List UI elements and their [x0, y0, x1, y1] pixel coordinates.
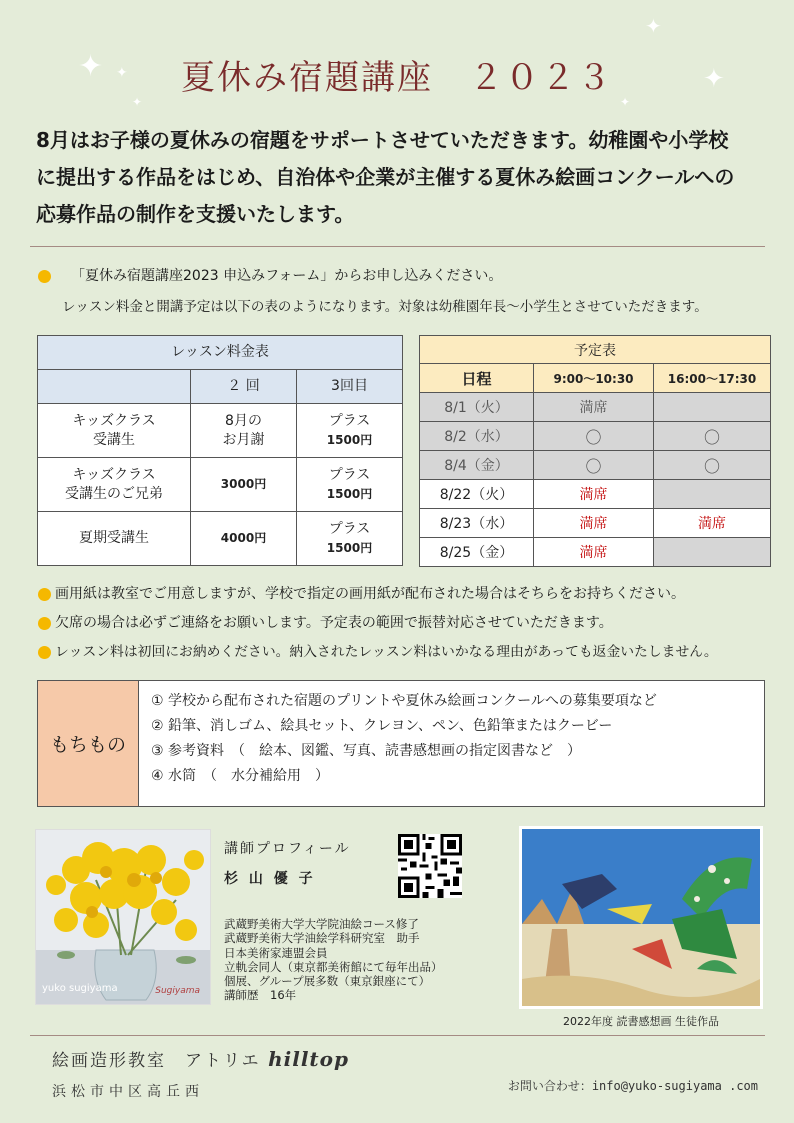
qr-code-icon[interactable] [398, 834, 462, 898]
school-address: 浜松市中区高丘西 [52, 1084, 204, 1100]
note-item: 欠席の場合は必ずご連絡をお願いします。予定表の範囲で振替対応させていただきます。 [38, 612, 613, 632]
page-title: 夏休み宿題講座 ２０２３ [181, 58, 613, 98]
image-caption: yuko sugiyama [42, 983, 118, 994]
apply-text[interactable]: 「夏休み宿題講座2023 申込みフォーム」からお申し込みください。 [71, 268, 503, 284]
profile-career: 武蔵野美術大学大学院油絵コース修了 武蔵野美術大学油絵学科研究室 助手 日本美術家連盟会員 立軌会同人（東京都美術館にて毎年出品） 個展、グループ展多数（東京銀座にて） 講師歴 16年 [224, 917, 443, 1003]
fee-row-name: 夏期受講生 [38, 512, 191, 566]
fee-row-three: プラス 1500円 [297, 458, 403, 512]
school-name: 絵画造形教室 アトリエ hilltop [52, 1047, 349, 1071]
contact-email[interactable]: お問い合わせ：info@yuko-sugiyama .com [507, 1079, 758, 1093]
mimosa-painting-image [35, 829, 211, 1005]
bullet-icon [38, 270, 51, 283]
schedule-row: 8/2（水） 〇 〇 [420, 422, 771, 451]
schedule-row: 8/23（水） 満席 満席 [420, 509, 771, 538]
bullet-icon [38, 617, 51, 630]
intro-line: 応募作品の制作を支援いたします。 [36, 202, 355, 226]
brand-logo: hilltop [268, 1047, 349, 1071]
image-caption: 2022年度 読書感想画 生徒作品 [563, 1015, 719, 1028]
sparkle-icon: ✦ [645, 14, 662, 38]
list-item: ② 鉛筆、消しゴム、絵具セット、クレヨン、ペン、色鉛筆またはクービー [151, 718, 613, 734]
intro-line: 8月はお子様の夏休みの宿題をサポートさせていただきます。幼稚園や小学校 [36, 128, 729, 152]
intro-text [36, 122, 766, 233]
fee-row-name: キッズクラス 受講生のご兄弟 [38, 458, 191, 512]
student-painting-image [519, 826, 763, 1009]
sparkle-icon: ✦ [703, 64, 725, 94]
list-item: ④ 水筒 （ 水分補給用 ） [151, 768, 330, 784]
apply-line [38, 265, 502, 285]
schedule-row: 8/4（金） 〇 〇 [420, 451, 771, 480]
schedule-row: 8/1（火） 満席 [420, 393, 771, 422]
mochimono-box [37, 680, 765, 807]
list-item: ① 学校から配布された宿題のプリントや夏休み絵画コンクールへの募集要項など [151, 693, 657, 709]
sparkle-icon: ✦ [620, 95, 631, 109]
fee-col-two: ２ 回 [191, 370, 297, 404]
profile-name: 杉 山 優 子 [224, 871, 316, 887]
list-item: ③ 参考資料 （ 絵本、図鑑、写真、読書感想画の指定図書など ） [151, 743, 581, 759]
note-item: 画用紙は教室でご用意しますが、学校で指定の画用紙が配布された場合はそちらをお持ちください。 [38, 583, 685, 603]
divider [30, 1035, 765, 1036]
fee-table-title: レッスン料金表 [38, 336, 403, 370]
divider [30, 246, 765, 247]
fee-row-two: 3000円 [191, 458, 297, 512]
intro-line: に提出する作品をはじめ、自治体や企業が主催する夏休み絵画コンクールへの [36, 165, 735, 189]
schedule-row: 8/22（火） 満席 [420, 480, 771, 509]
schedule-table [419, 335, 771, 567]
mochimono-label: もちもの [38, 681, 139, 806]
bullet-icon [38, 646, 51, 659]
schedule-col-b: 16:00～17:30 [654, 364, 771, 393]
schedule-row: 8/25（金） 満席 [420, 538, 771, 567]
fee-row-three: プラス 1500円 [297, 404, 403, 458]
fee-row-two: 4000円 [191, 512, 297, 566]
schedule-col-a: 9:00～10:30 [534, 364, 654, 393]
schedule-title: 予定表 [420, 336, 771, 364]
fee-row-two: 8月の お月謝 [191, 404, 297, 458]
bullet-icon [38, 588, 51, 601]
sparkle-icon: ✦ [78, 49, 104, 84]
note-item: レッスン料は初回にお納めください。納入されたレッスン料はいかなる理由があっても返金いたしません。 [38, 640, 718, 660]
mochimono-list [139, 681, 657, 806]
signature: Sugiyama [155, 986, 200, 996]
sparkle-icon: ✦ [116, 65, 128, 81]
sparkle-icon: ✦ [132, 95, 143, 109]
fee-table-corner [38, 370, 191, 404]
profile-heading: 講師プロフィール [224, 841, 351, 857]
schedule-col-date: 日程 [420, 364, 534, 393]
fee-col-three: 3回目 [297, 370, 403, 404]
fee-row-name: キッズクラス 受講生 [38, 404, 191, 458]
fee-row-three: プラス 1500円 [297, 512, 403, 566]
fee-note: レッスン料金と開講予定は以下の表のようになります。対象は幼稚園年長～小学生とさせていただきます。 [62, 299, 708, 315]
fee-table [37, 335, 403, 566]
profile-block [224, 838, 351, 888]
